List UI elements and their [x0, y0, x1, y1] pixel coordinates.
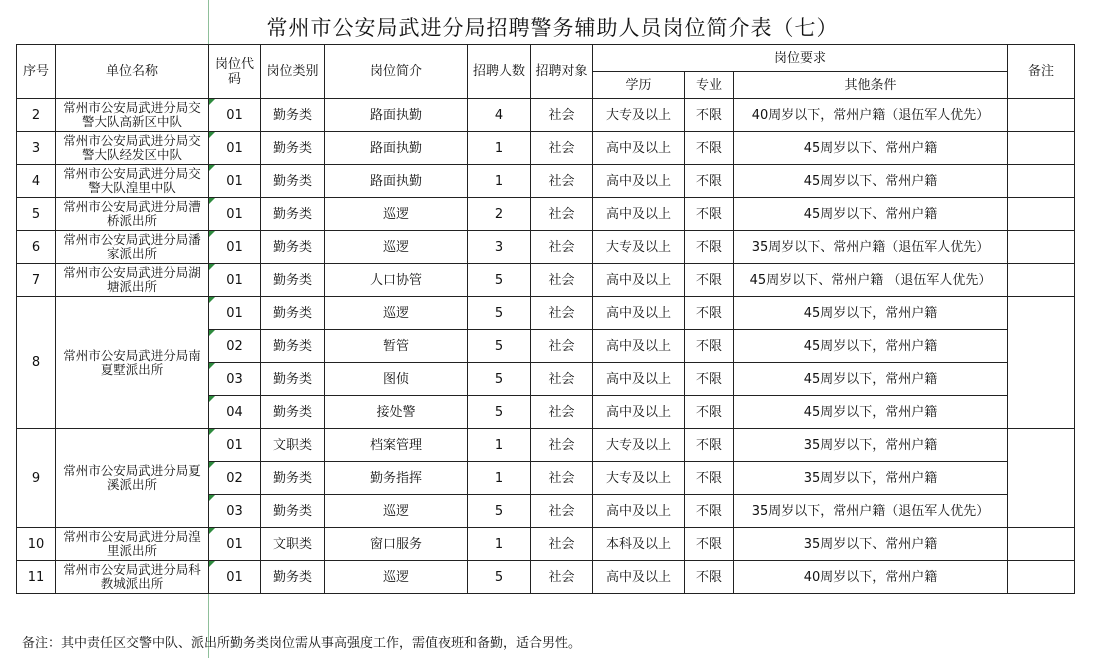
cell-education: 高中及以上 — [593, 198, 685, 231]
cell-major: 不限 — [685, 198, 734, 231]
cell-count: 5 — [468, 396, 531, 429]
table-row — [17, 297, 1075, 330]
cell-target: 社会 — [531, 396, 593, 429]
cell-category: 勤务类 — [261, 231, 325, 264]
cell-target: 社会 — [531, 330, 593, 363]
cell-seq: 6 — [17, 231, 56, 264]
cell-major: 不限 — [685, 363, 734, 396]
cell-category: 勤务类 — [261, 462, 325, 495]
cell-category: 勤务类 — [261, 561, 325, 594]
cell-education: 本科及以上 — [593, 528, 685, 561]
cell-category: 勤务类 — [261, 99, 325, 132]
cell-remarks — [1008, 528, 1075, 561]
cell-count: 3 — [468, 231, 531, 264]
cell-target: 社会 — [531, 198, 593, 231]
cell-target: 社会 — [531, 528, 593, 561]
cell-other: 45周岁以下，常州户籍 — [734, 330, 1008, 363]
cell-count: 4 — [468, 99, 531, 132]
header-education: 学历 — [593, 72, 685, 99]
cell-target: 社会 — [531, 264, 593, 297]
cell-other: 35周岁以下、常州户籍（退伍军人优先） — [734, 231, 1008, 264]
header-code: 岗位代码 — [209, 45, 261, 99]
cell-other: 45周岁以下，常州户籍 — [734, 363, 1008, 396]
cell-other: 35周岁以下，常州户籍 — [734, 429, 1008, 462]
cell-intro: 巡逻 — [325, 297, 468, 330]
cell-count: 5 — [468, 264, 531, 297]
cell-unit: 常州市公安局武进分局交警大队高新区中队 — [56, 99, 209, 132]
cell-unit: 常州市公安局武进分局漕桥派出所 — [56, 198, 209, 231]
cell-intro: 路面执勤 — [325, 99, 468, 132]
cell-education: 大专及以上 — [593, 99, 685, 132]
cell-count: 5 — [468, 363, 531, 396]
table-row — [17, 528, 1075, 561]
cell-intro: 巡逻 — [325, 231, 468, 264]
cell-target: 社会 — [531, 99, 593, 132]
cell-intro: 巡逻 — [325, 198, 468, 231]
header-requirements: 岗位要求 — [593, 45, 1008, 72]
cell-intro: 接处警 — [325, 396, 468, 429]
cell-other: 40周岁以下，常州户籍（退伍军人优先） — [734, 99, 1008, 132]
cell-target: 社会 — [531, 132, 593, 165]
cell-count: 1 — [468, 462, 531, 495]
cell-major: 不限 — [685, 165, 734, 198]
cell-count: 2 — [468, 198, 531, 231]
table-row — [17, 132, 1075, 165]
cell-unit: 常州市公安局武进分局交警大队经发区中队 — [56, 132, 209, 165]
header-count: 招聘人数 — [468, 45, 531, 99]
cell-category: 勤务类 — [261, 264, 325, 297]
cell-remarks — [1008, 264, 1075, 297]
cell-education: 大专及以上 — [593, 429, 685, 462]
cell-seq: 10 — [17, 528, 56, 561]
cell-intro: 路面执勤 — [325, 165, 468, 198]
cell-count: 1 — [468, 165, 531, 198]
table-row — [17, 429, 1075, 462]
cell-intro: 图侦 — [325, 363, 468, 396]
cell-education: 高中及以上 — [593, 330, 685, 363]
table-row — [17, 561, 1075, 594]
cell-major: 不限 — [685, 528, 734, 561]
table-row — [17, 165, 1075, 198]
cell-target: 社会 — [531, 231, 593, 264]
header-row — [17, 45, 1075, 72]
cell-category: 文职类 — [261, 528, 325, 561]
cell-seq: 5 — [17, 198, 56, 231]
cell-other: 35周岁以下，常州户籍 — [734, 462, 1008, 495]
cell-unit: 常州市公安局武进分局南夏墅派出所 — [56, 297, 209, 429]
cell-count: 5 — [468, 297, 531, 330]
header-category: 岗位类别 — [261, 45, 325, 99]
cell-code: 02 — [209, 462, 261, 495]
cell-major: 不限 — [685, 429, 734, 462]
cell-remarks — [1008, 165, 1075, 198]
cell-target: 社会 — [531, 297, 593, 330]
cell-seq: 4 — [17, 165, 56, 198]
cell-intro: 人口协管 — [325, 264, 468, 297]
cell-code: 01 — [209, 99, 261, 132]
cell-category: 勤务类 — [261, 132, 325, 165]
cell-code: 01 — [209, 264, 261, 297]
cell-other: 45周岁以下，常州户籍 — [734, 396, 1008, 429]
cell-education: 高中及以上 — [593, 264, 685, 297]
cell-target: 社会 — [531, 462, 593, 495]
header-remarks: 备注 — [1008, 45, 1075, 99]
cell-code: 01 — [209, 231, 261, 264]
cell-education: 高中及以上 — [593, 396, 685, 429]
cell-education: 高中及以上 — [593, 561, 685, 594]
cell-remarks — [1008, 198, 1075, 231]
cell-target: 社会 — [531, 561, 593, 594]
cell-unit: 常州市公安局武进分局交警大队湟里中队 — [56, 165, 209, 198]
cell-category: 勤务类 — [261, 330, 325, 363]
header-seq: 序号 — [17, 45, 56, 99]
cell-count: 5 — [468, 561, 531, 594]
cell-other: 45周岁以下，常州户籍 — [734, 297, 1008, 330]
cell-education: 高中及以上 — [593, 132, 685, 165]
page-title: 常州市公安局武进分局招聘警务辅助人员岗位简介表（七） — [266, 16, 839, 40]
cell-intro: 窗口服务 — [325, 528, 468, 561]
cell-remarks — [1008, 429, 1075, 528]
cell-intro: 勤务指挥 — [325, 462, 468, 495]
cell-category: 勤务类 — [261, 363, 325, 396]
cell-code: 01 — [209, 132, 261, 165]
cell-code: 01 — [209, 165, 261, 198]
positions-table — [16, 44, 1075, 594]
cell-intro: 巡逻 — [325, 495, 468, 528]
cell-major: 不限 — [685, 132, 734, 165]
cell-other: 45周岁以下、常州户籍 （退伍军人优先） — [734, 264, 1008, 297]
header-major: 专业 — [685, 72, 734, 99]
cell-category: 勤务类 — [261, 198, 325, 231]
cell-seq: 9 — [17, 429, 56, 528]
header-unit: 单位名称 — [56, 45, 209, 99]
cell-major: 不限 — [685, 99, 734, 132]
cell-education: 高中及以上 — [593, 495, 685, 528]
table-row — [17, 99, 1075, 132]
cell-count: 5 — [468, 330, 531, 363]
cell-count: 1 — [468, 528, 531, 561]
cell-other: 40周岁以下，常州户籍 — [734, 561, 1008, 594]
cell-remarks — [1008, 297, 1075, 429]
cell-code: 01 — [209, 561, 261, 594]
cell-intro: 暂管 — [325, 330, 468, 363]
table-row — [17, 198, 1075, 231]
cell-code: 03 — [209, 363, 261, 396]
cell-other: 45周岁以下、常州户籍 — [734, 165, 1008, 198]
cell-intro: 路面执勤 — [325, 132, 468, 165]
cell-remarks — [1008, 231, 1075, 264]
cell-education: 高中及以上 — [593, 363, 685, 396]
cell-code: 01 — [209, 528, 261, 561]
header-other: 其他条件 — [734, 72, 1008, 99]
cell-education: 大专及以上 — [593, 231, 685, 264]
cell-remarks — [1008, 99, 1075, 132]
cell-other: 45周岁以下、常州户籍 — [734, 198, 1008, 231]
cell-target: 社会 — [531, 363, 593, 396]
cell-intro: 档案管理 — [325, 429, 468, 462]
cell-target: 社会 — [531, 165, 593, 198]
cell-other: 35周岁以下、常州户籍 — [734, 528, 1008, 561]
cell-code: 01 — [209, 429, 261, 462]
table-row — [17, 231, 1075, 264]
cell-unit: 常州市公安局武进分局潘家派出所 — [56, 231, 209, 264]
cell-education: 大专及以上 — [593, 462, 685, 495]
cell-major: 不限 — [685, 330, 734, 363]
cell-seq: 2 — [17, 99, 56, 132]
cell-remarks — [1008, 561, 1075, 594]
cell-category: 文职类 — [261, 429, 325, 462]
cell-education: 高中及以上 — [593, 297, 685, 330]
cell-unit: 常州市公安局武进分局湖塘派出所 — [56, 264, 209, 297]
cell-major: 不限 — [685, 231, 734, 264]
table-row — [17, 264, 1075, 297]
cell-major: 不限 — [685, 495, 734, 528]
cell-category: 勤务类 — [261, 495, 325, 528]
cell-seq: 8 — [17, 297, 56, 429]
cell-category: 勤务类 — [261, 297, 325, 330]
cell-code: 02 — [209, 330, 261, 363]
cell-category: 勤务类 — [261, 165, 325, 198]
cell-count: 1 — [468, 429, 531, 462]
cell-unit: 常州市公安局武进分局夏溪派出所 — [56, 429, 209, 528]
cell-remarks — [1008, 132, 1075, 165]
cell-education: 高中及以上 — [593, 165, 685, 198]
cell-seq: 7 — [17, 264, 56, 297]
header-target: 招聘对象 — [531, 45, 593, 99]
cell-major: 不限 — [685, 462, 734, 495]
cell-major: 不限 — [685, 264, 734, 297]
cell-seq: 11 — [17, 561, 56, 594]
header-intro: 岗位简介 — [325, 45, 468, 99]
cell-other: 35周岁以下，常州户籍（退伍军人优先） — [734, 495, 1008, 528]
cell-target: 社会 — [531, 429, 593, 462]
cell-major: 不限 — [685, 297, 734, 330]
cell-target: 社会 — [531, 495, 593, 528]
cell-code: 01 — [209, 297, 261, 330]
cell-unit: 常州市公安局武进分局科教城派出所 — [56, 561, 209, 594]
footnote: 备注：其中责任区交警中队、派出所勤务类岗位需从事高强度工作，需值夜班和备勤，适合男性。 — [22, 636, 582, 651]
cell-major: 不限 — [685, 396, 734, 429]
cell-code: 01 — [209, 198, 261, 231]
cell-count: 5 — [468, 495, 531, 528]
cell-code: 04 — [209, 396, 261, 429]
cell-category: 勤务类 — [261, 396, 325, 429]
cell-unit: 常州市公安局武进分局湟里派出所 — [56, 528, 209, 561]
cell-other: 45周岁以下、常州户籍 — [734, 132, 1008, 165]
cell-count: 1 — [468, 132, 531, 165]
cell-code: 03 — [209, 495, 261, 528]
cell-intro: 巡逻 — [325, 561, 468, 594]
cell-seq: 3 — [17, 132, 56, 165]
cell-major: 不限 — [685, 561, 734, 594]
